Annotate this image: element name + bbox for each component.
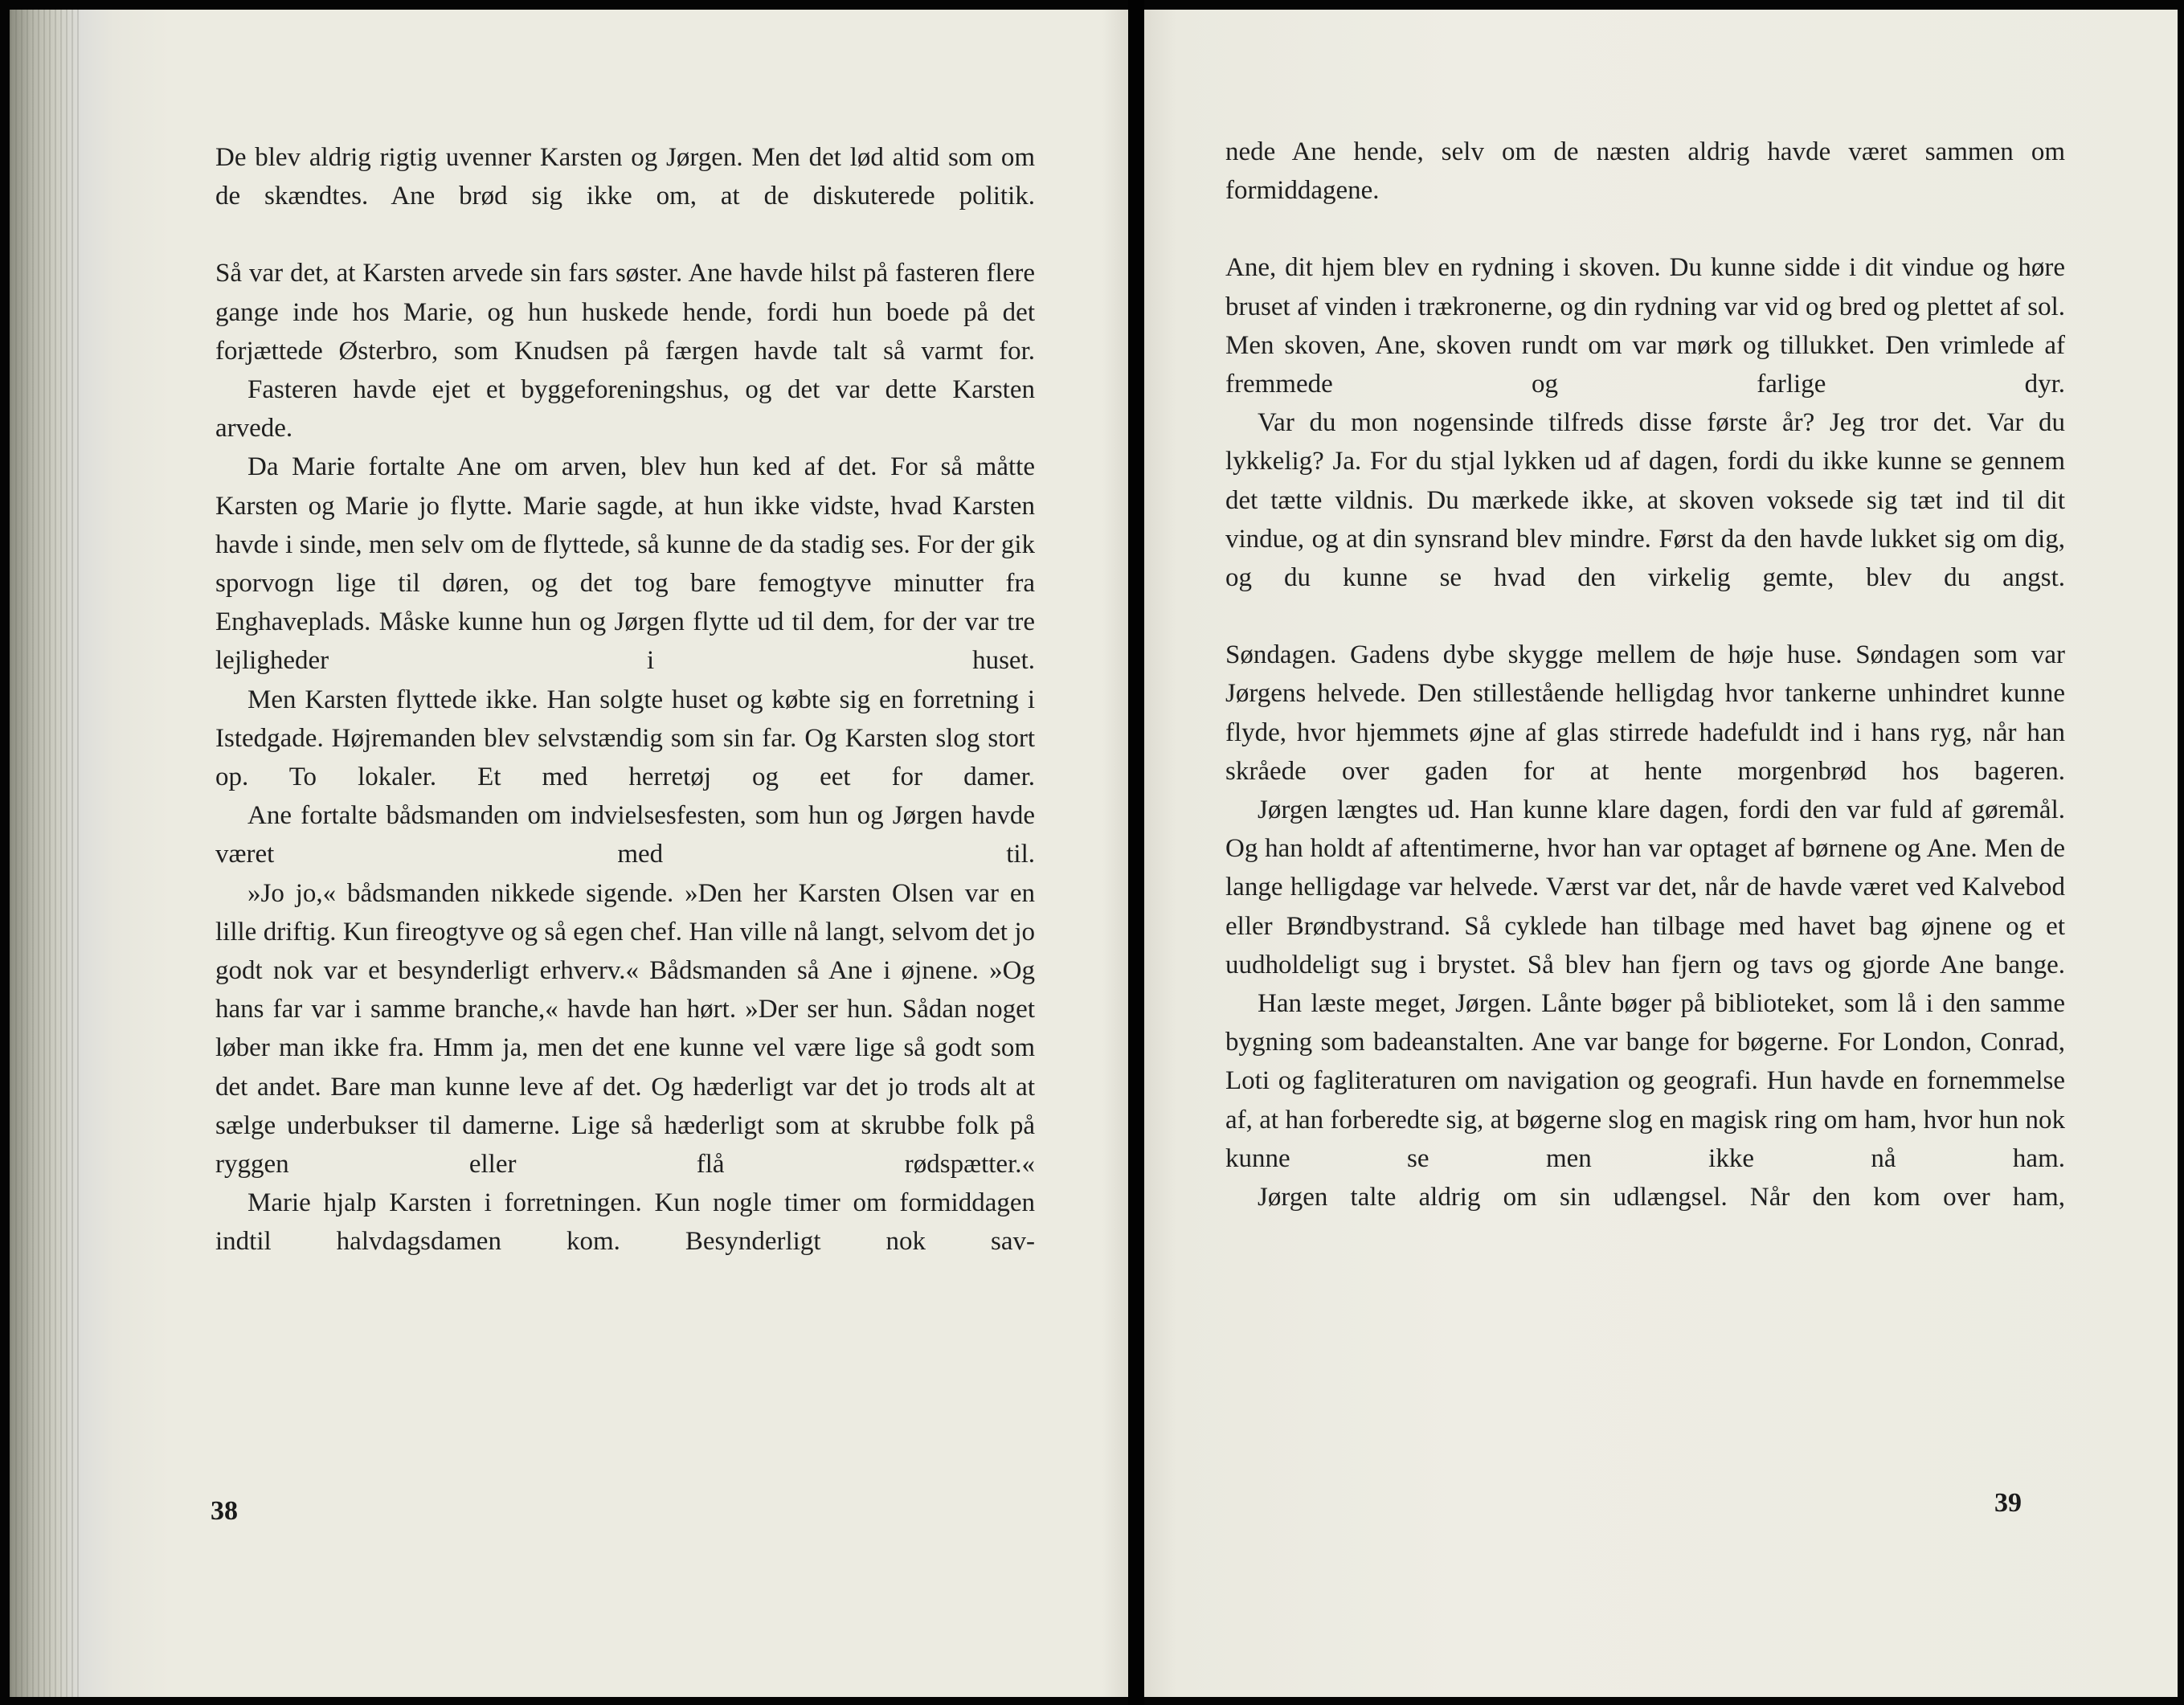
paragraph: Marie hjalp Karsten i forretningen. Kun nogle timer om formiddagen indtil halvdagsdamen kom. Besynderligt nok sav- bbox=[215, 1188, 1035, 1257]
left-page-text bbox=[215, 138, 1035, 1261]
paragraph: Jørgen længtes ud. Han kunne klare dagen, fordi den var fuld af gøremål. Og han holdt af aftentimerne, hvor han var optaget af børnene og Ane. Men de lange helligdage var helvede. Værst var det, når de havde været ved Kalvebod eller Brøndbystrand. Så cyklede han tilbage med havet bag øjnene og et uudholdeligt sug i brystet. Så blev han fjern og tavs og gjorde Ane bange. bbox=[1225, 795, 2065, 979]
paragraph: Var du mon nogensinde tilfreds disse første år? Jeg tror det. Var du lykkelig? Ja. For du stjal lykken ud af dagen, fordi du ikke kunne se gennem det tætte vildnis. Du mærkede ikke, at skoven voksede sig tæt ind til dit vindue, og at din synsrand blev mindre. Først da den havde lukket sig om dig, og du kunne se hvad den virkelig gemte, blev du angst. bbox=[1225, 408, 2065, 593]
book-gutter bbox=[1128, 0, 1144, 1705]
paragraph: »Jo jo,« bådsmanden nikkede sigende. »Den her Karsten Olsen var en lille driftig. Kun fireogtyve og så egen chef. Han ville nå langt, selvom det jo godt nok var et besynderligt erhverv.« Bådsmanden så Ane i øjnene. »Og hans far var i samme branche,« havde han hørt. »Der ser hun. Sådan noget løber man ikke fra. Hmm ja, men det ene kunne vel være lige så godt som det andet. Bare man kunne leve af det. Og hæderligt var det jo trods alt at sælge underbukser til damerne. Lige så hæderligt som at skrubbe folk på ryggen eller flå rødspætter.« bbox=[215, 878, 1035, 1180]
paragraph: Han læste meget, Jørgen. Lånte bøger på biblioteket, som lå i den samme bygning som badeanstalten. Ane var bange for bøgerne. For London, Conrad, Loti og fagliteraturen om navigation og geografi. Hun havde en fornemmelse af, at han forberedte sig, at bøgerne slog en magisk ring om ham, hvor hun nok kunne se men ikke nå ham. bbox=[1225, 989, 2065, 1173]
paragraph: De blev aldrig rigtig uvenner Karsten og Jørgen. Men det lød altid som om de skændtes. Ane brød sig ikke om, at de diskuterede politik. bbox=[215, 143, 1035, 211]
paragraph: Søndagen. Gadens dybe skygge mellem de høje huse. Søndagen som var Jørgens helvede. Den stillestående helligdag hvor tankerne unhindret kunne flyde, hvor hjemmets øjne af glas stirrede hadefuldt ind i hans ryg, når han skråede over gaden for at hente morgenbrød hos bageren. bbox=[1225, 640, 2065, 786]
right-page-text bbox=[1225, 133, 2065, 1216]
paragraph: Så var det, at Karsten arvede sin fars søster. Ane havde hilst på fasteren flere gange inde hos Marie, og hun huskede hende, fordi hun boede på det forjættede Østerbro, som Knudsen på færgen havde talt så varmt for. bbox=[215, 259, 1035, 366]
paragraph: Ane fortalte bådsmanden om indvielsesfesten, som hun og Jørgen havde været med til. bbox=[215, 801, 1035, 869]
paragraph: nede Ane hende, selv om de næsten aldrig havde været sammen om formiddagene. bbox=[1225, 137, 2065, 206]
paragraph: Jørgen talte aldrig om sin udlængsel. Når den kom over ham, bbox=[1258, 1183, 2065, 1212]
page-number: 39 bbox=[1994, 1488, 2022, 1518]
page-number: 38 bbox=[211, 1496, 238, 1526]
paragraph: Men Karsten flyttede ikke. Han solgte huset og købte sig en forretning i Istedgade. Højremanden blev selvstændig som sin far. Og Karsten slog stort op. To lokaler. Et med herretøj og eet for damer. bbox=[215, 685, 1035, 792]
paragraph: Da Marie fortalte Ane om arven, blev hun ked af det. For så måtte Karsten og Marie jo flytte. Marie sagde, at hun ikke vidste, hvad Karsten havde i sinde, men selv om de flyttede, så kunne de da stadig ses. For der gik sporvogn lige til døren, og det tog bare femogtyve minutter fra Enghaveplads. Måske kunne hun og Jørgen flytte ud til dem, for der var tre lejligheder i huset. bbox=[215, 452, 1035, 676]
paragraph: Ane, dit hjem blev en rydning i skoven. Du kunne sidde i dit vindue og høre bruset af vinden i trækronerne, og din rydning var vid og bred og plettet af sol. Men skoven, Ane, skoven rundt om var mørk og tillukket. Den vrimlede af fremmede og farlige dyr. bbox=[1225, 253, 2065, 399]
paragraph: Fasteren havde ejet et byggeforeningshus, og det var dette Karsten arvede. bbox=[215, 375, 1035, 444]
